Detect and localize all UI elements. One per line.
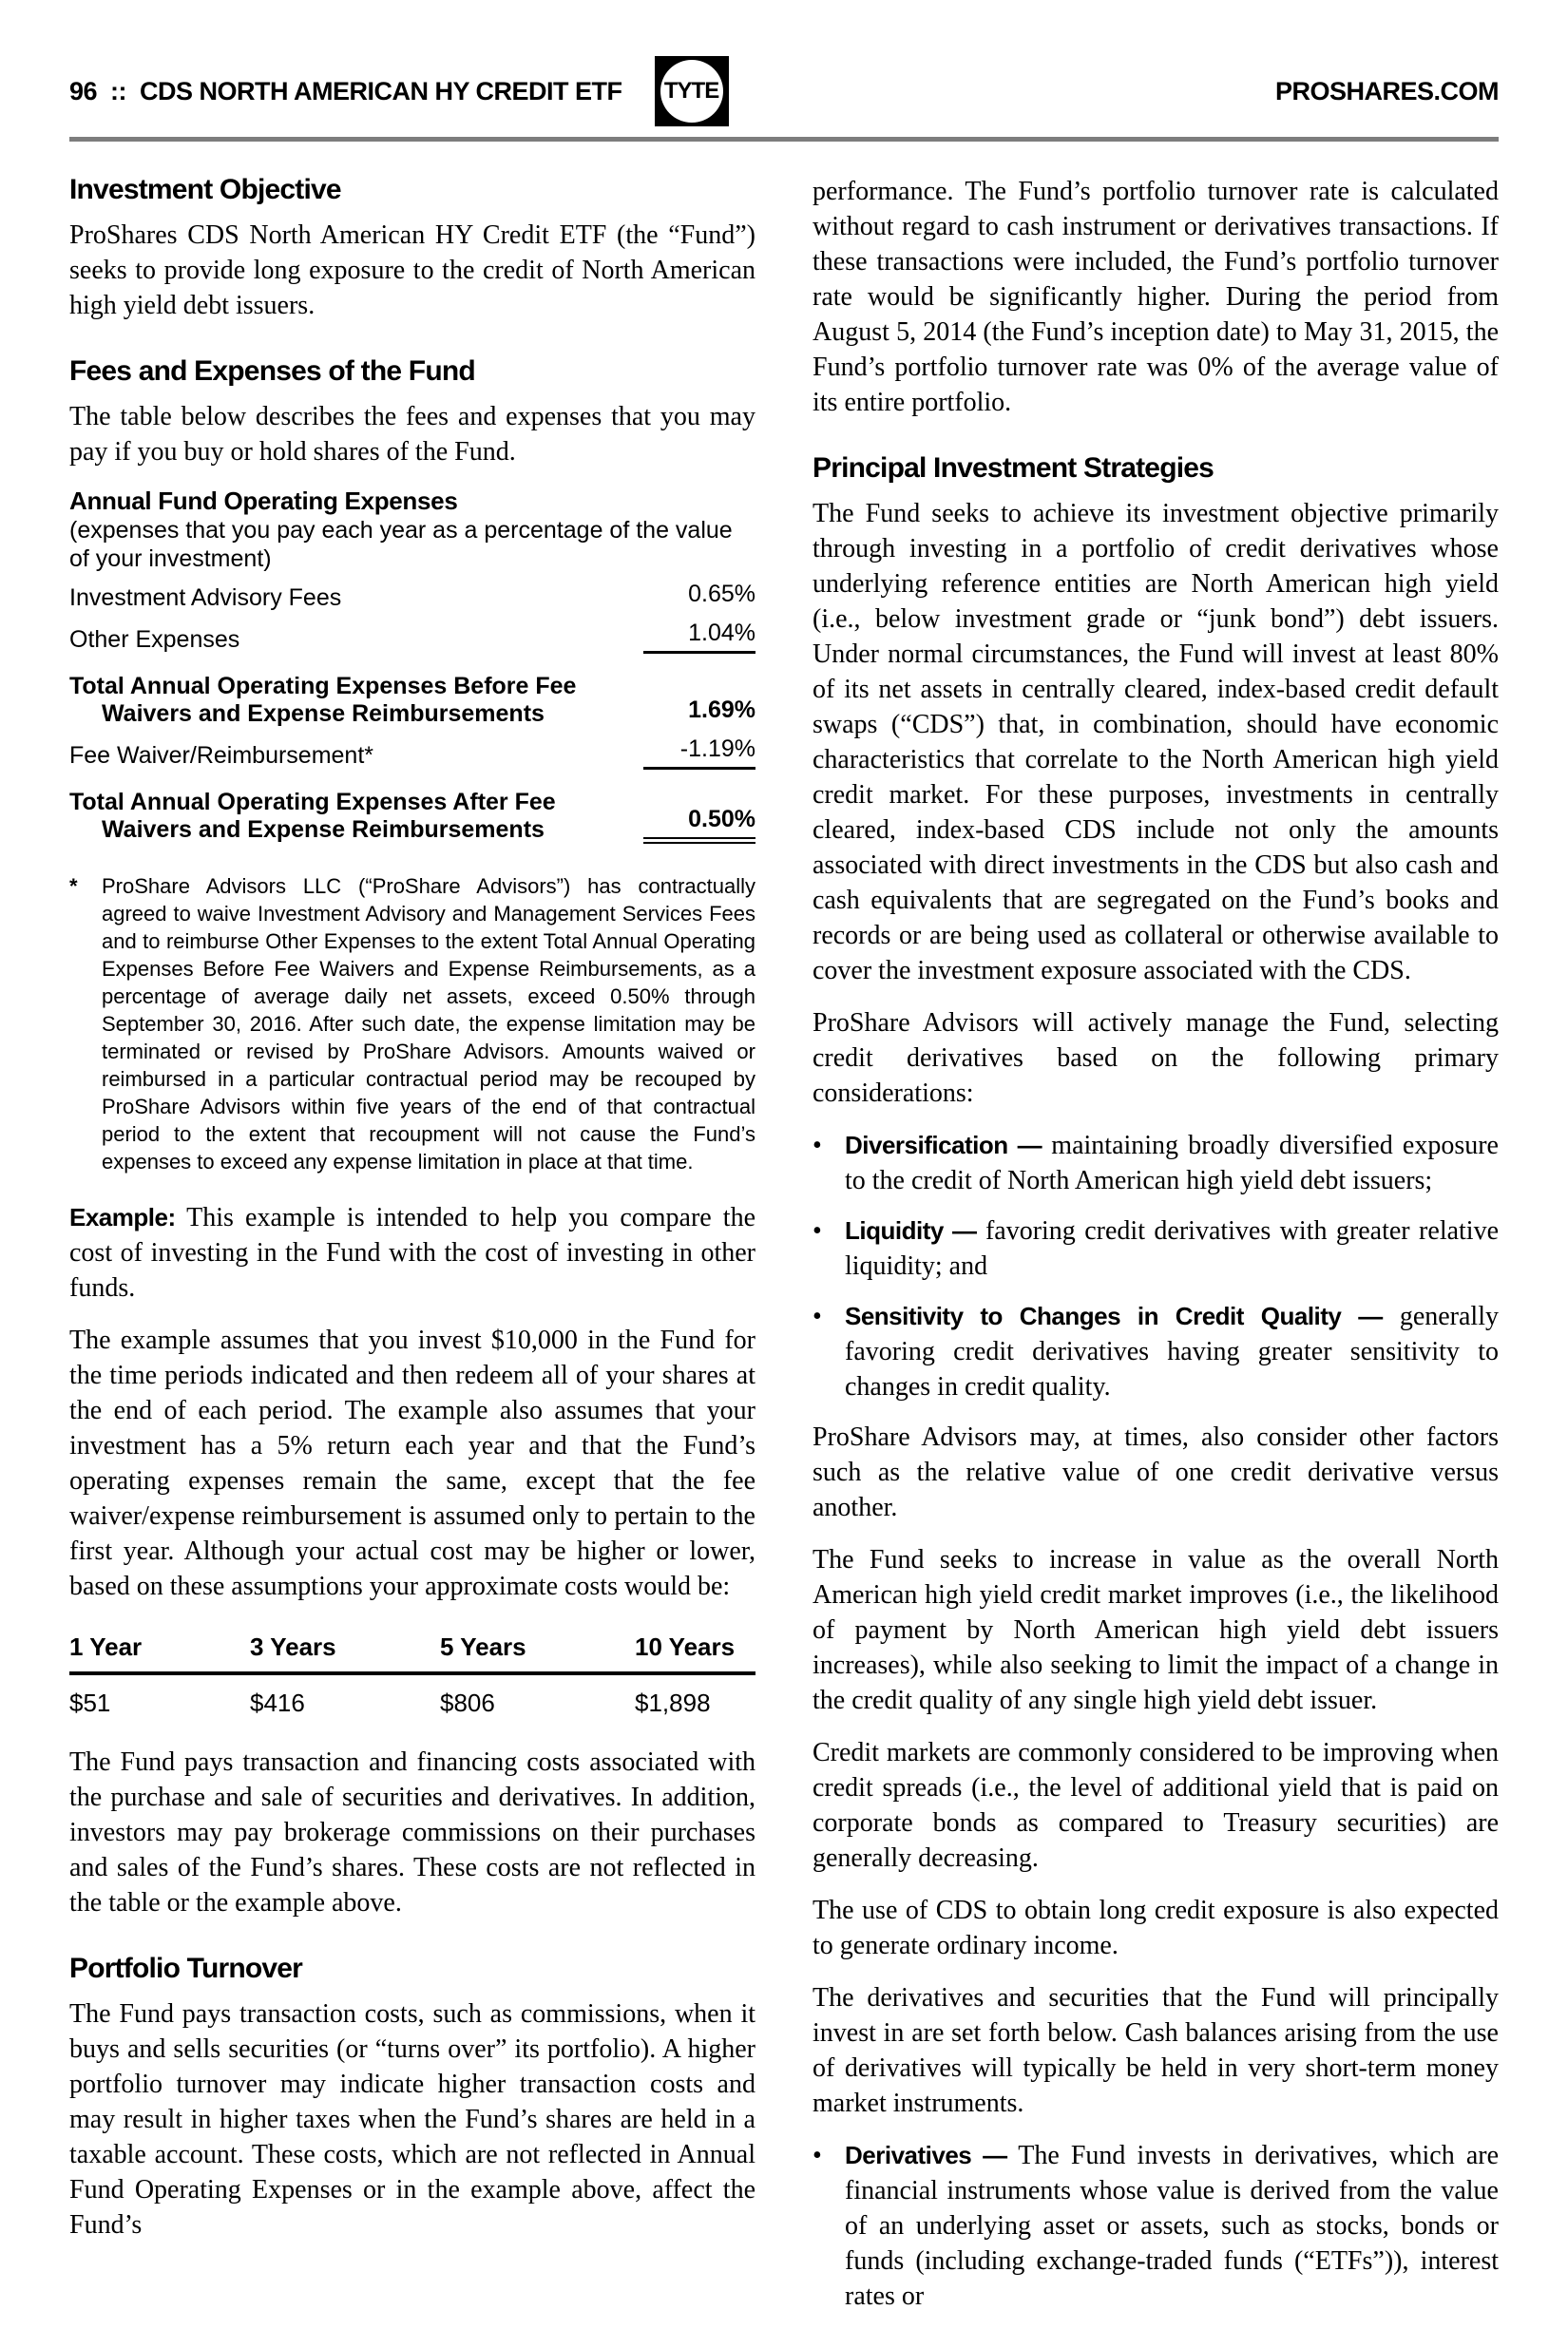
bullet-icon: • (813, 1131, 822, 1160)
table-row (69, 673, 755, 728)
list-item (813, 1299, 1499, 1404)
portfolio-turnover-paragraph: The Fund pays transaction costs, such as commissions, when it buys and sells securities (or “turns over” its portfolio). A higher portfolio turnover may indicate higher transaction costs and may result in higher taxes when the Fund’s shares are held in a taxable account. These costs, which are not reflected in Annual Fund Operating Expenses or in the example above, affect the Fund’s (69, 1999, 755, 2240)
cost-value-cell: $806 (440, 1689, 495, 1717)
fee-waiver-footnote (69, 872, 755, 1175)
bullet-text: The Fund invests in derivatives, which are financial instruments whose value is derived from the value of an underlying asset or assets, such as stocks, bonds or funds (including exchange-traded funds (“ETFs”)), interest rates or (845, 2141, 1499, 2311)
bullet-icon: • (813, 2141, 822, 2170)
other-factors-paragraph: ProShare Advisors may, at times, also consider other factors such as the relative value of one credit derivative versus another. (813, 1422, 1499, 1522)
cost-header-cell: 5 Years (440, 1632, 526, 1661)
list-item (813, 1128, 1499, 1198)
fee-row-value: -1.19% (643, 735, 755, 770)
example-text: This example is intended to help you compare the cost of investing in the Fund with the cost of investing in other funds. (69, 1203, 755, 1303)
annual-fund-operating-expenses-table (69, 487, 755, 844)
table-row (69, 735, 755, 770)
bullet-icon: • (813, 1216, 822, 1246)
cost-header-cell: 1 Year (69, 1632, 143, 1661)
fees-intro-paragraph: The table below describes the fees and expenses that you may pay if you buy or hold shares of the Fund. (69, 402, 755, 467)
fee-row-label: Other Expenses (69, 626, 240, 653)
right-column (813, 174, 1499, 2329)
fees-heading: Fees and Expenses of the Fund (69, 355, 475, 387)
assumptions-paragraph: The example assumes that you invest $10,000 in the Fund for the time periods indicated and then redeem all of your shares at the end of each period. The example also assumes that your investment has a 5% return each year and that the Fund’s operating expenses remain the same, except that the fee waiver/expense reimbursement is assumed only to pertain to the first year. Although your actual cost may be higher or lower, based on these assumptions your approximate costs would be: (69, 1326, 755, 1601)
fee-row-label: Total Annual Operating Expenses After Fee Waivers and Expense Reimbursements (69, 789, 556, 843)
fee-row-label: Investment Advisory Fees (69, 584, 342, 611)
cost-header-cell: 3 Years (250, 1632, 336, 1661)
cost-value-cell: $1,898 (635, 1689, 711, 1717)
cost-table-value-row (69, 1675, 755, 1718)
footnote-text: ProShare Advisors LLC (“ProShare Advisors”) has contractually agreed to waive Investment Advisory and Management Services Fees and to reimburse Other Expenses to the extent Total Annual Operating Expenses Before Fee Waivers and Expense Reimbursements, as a percentage of average daily net assets, exceed 0.50% through September 30, 2016. After such date, the expense limitation may be terminated or revised by ProShare Advisors. Amounts waived or reimbursed in a particular contractual period may be recouped by ProShare Advisors within five years of the end of that contractual period to the extent that recoupment will not cause the Fund’s expenses to exceed any expense limitation in place at that time. (102, 874, 755, 1174)
left-column (69, 174, 755, 2329)
list-item (813, 1213, 1499, 1284)
table-row (69, 620, 755, 654)
bullet-lead: Derivatives — (845, 2141, 1007, 2169)
fee-row-value: 1.04% (643, 620, 755, 654)
bullet-icon: • (813, 1302, 822, 1331)
fee-row-label: Fee Waiver/Reimbursement* (69, 742, 374, 769)
cds-income-paragraph: The use of CDS to obtain long credit exposure is also expected to generate ordinary income. (813, 1896, 1499, 1960)
value-increase-paragraph: The Fund seeks to increase in value as the overall North American high yield credit market improves (i.e., the likelihood of payment by North American high yield debt issuers increases), while also seeking to limit the impact of a change in the credit quality of any single high yield debt issuer. (813, 1545, 1499, 1715)
fee-row-label: Total Annual Operating Expenses Before Fee Waivers and Expense Reimbursements (69, 673, 577, 727)
bullet-text: favoring credit derivatives with greater relative liquidity; and (845, 1216, 1500, 1281)
website-text: PROSHARES.COM (1274, 76, 1499, 105)
cost-value-cell: $416 (250, 1689, 305, 1717)
performance-paragraph: performance. The Fund’s portfolio turnover rate is calculated without regard to cash instrument or derivatives transactions. If these transactions were included, the Fund’s portfolio turnover rate would be significantly higher. During the period from August 5, 2014 (the Fund’s inception date) to May 31, 2015, the Fund’s portfolio turnover rate was 0% of the average value of its entire portfolio. (813, 177, 1499, 417)
fee-row-value: 1.69% (688, 697, 755, 723)
header-separator: :: (110, 76, 127, 105)
cost-value-cell: $51 (69, 1689, 111, 1717)
table-row (69, 581, 755, 612)
fee-table-subtitle: (expenses that you pay each year as a percentage of the value of your investment) (69, 517, 733, 572)
bullet-lead: Liquidity — (845, 1216, 977, 1245)
bullet-text: maintaining broadly diversified exposure to the credit of North American high yield debt issuers; (845, 1131, 1499, 1195)
bullet-text: generally favoring credit derivatives having greater sensitivity to changes in credit quality. (845, 1302, 1499, 1402)
example-paragraph (69, 1200, 755, 1306)
credit-markets-paragraph: Credit markets are commonly considered to be improving when credit spreads (i.e., the level of additional yield that is paid on corporate bonds as compared to Treasury securities) are generally decreasing. (813, 1738, 1499, 1873)
fund-title: CDS NORTH AMERICAN HY CREDIT ETF (140, 76, 622, 105)
ticker-label: TYTE (660, 60, 723, 123)
footnote-marker: * (69, 874, 78, 898)
principal-strategies-heading: Principal Investment Strategies (813, 452, 1214, 484)
bullet-lead: Diversification — (845, 1131, 1042, 1159)
portfolio-turnover-heading: Portfolio Turnover (69, 1953, 303, 1984)
page-number: 96 (69, 76, 98, 105)
page-header (69, 53, 1499, 129)
bullet-lead: Sensitivity to Changes in Credit Quality — (845, 1302, 1383, 1330)
investment-objective-heading: Investment Objective (69, 174, 341, 205)
list-item (813, 2138, 1499, 2314)
fee-table-title: Annual Fund Operating Expenses (69, 487, 458, 515)
manage-intro-paragraph: ProShare Advisors will actively manage the Fund, selecting credit derivatives based on the following primary considerations: (813, 1008, 1499, 1108)
cost-table-header-row (69, 1632, 755, 1675)
transaction-costs-paragraph: The Fund pays transaction and financing costs associated with the purchase and sale of securities and derivatives. In addition, investors may pay brokerage commissions on their purchases and sales of the Fund’s shares. These costs are not reflected in the table or the example above. (69, 1747, 755, 1918)
header-rule (69, 137, 1499, 142)
cost-header-cell: 10 Years (635, 1632, 736, 1661)
fee-row-value: 0.65% (688, 581, 755, 607)
ticker-logo-icon (655, 56, 729, 126)
investment-objective-paragraph: ProShares CDS North American HY Credit ETF (the “Fund”) seeks to provide long exposure to the credit of North American high yield debt issuers. (69, 220, 755, 320)
header-left (69, 56, 729, 126)
fee-row-value: 0.50% (643, 806, 755, 844)
example-lead: Example: (69, 1203, 176, 1231)
table-row (69, 789, 755, 844)
strategies-paragraph: The Fund seeks to achieve its investment objective primarily through investing in a portfolio of credit derivatives whose underlying reference entities are North American high yield (i.e., below investment grade or “junk bond”) debt issuers. Under normal circumstances, the Fund will invest at least 80% of its net assets in centrally cleared, index-based credit default swaps (“CDS”) that, in combination, should have economic characteristics that correlate to the North American high yield credit market. For these purposes, investments in centrally cleared, index-based CDS include not only the amounts associated with direct investments in the CDS but also cash and cash equivalents that are segregated on the Fund’s books and records or are being used as collateral or otherwise available to cover the investment exposure associated with the CDS. (813, 499, 1499, 985)
example-cost-table (69, 1632, 755, 1718)
derivatives-intro-paragraph: The derivatives and securities that the Fund will principally invest in are set forth below. Cash balances arising from the use of derivatives will typically be held in very short-term money market instruments. (813, 1983, 1499, 2118)
